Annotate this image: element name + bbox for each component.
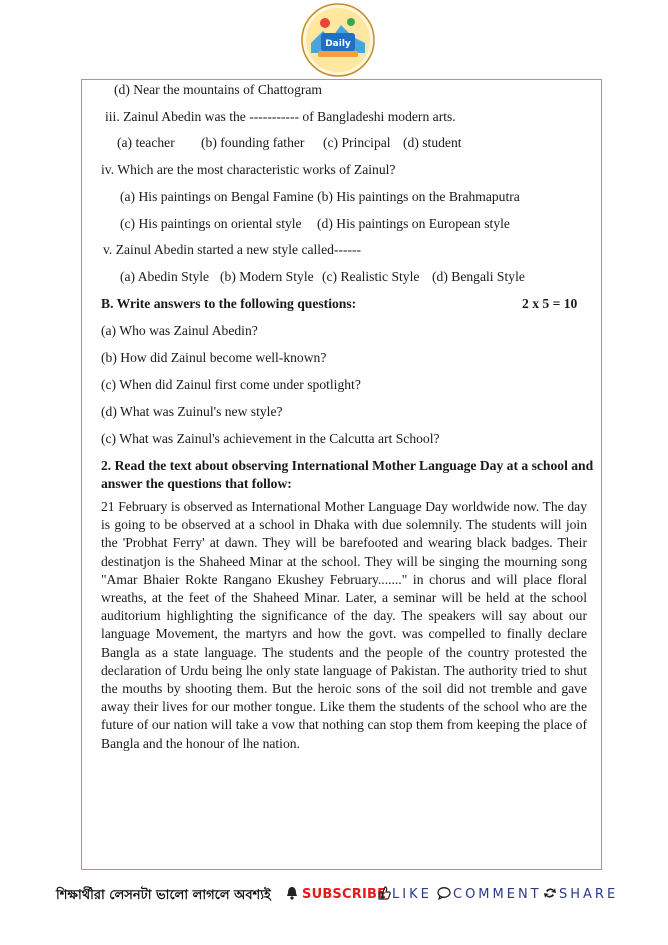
q3-stem: iii. Zainul Abedin was the ----------- of Bangladeshi modern arts. bbox=[105, 109, 456, 124]
q4-option-c: (c) His paintings on oriental style bbox=[120, 216, 302, 231]
q4-options-row1: (a) His paintings on Bengal Famine (b) His paintings on the Brahmaputra bbox=[120, 189, 520, 204]
section-b-marks: 2 x 5 = 10 bbox=[522, 296, 578, 311]
comment-link[interactable]: COMMENT bbox=[453, 887, 542, 902]
subscribe-link[interactable]: SUBSCRIBE bbox=[302, 887, 387, 902]
logo-text: Daily bbox=[325, 39, 351, 49]
q5-option-c: (c) Realistic Style bbox=[322, 269, 420, 284]
bell-icon bbox=[284, 885, 300, 901]
section-b-title: B. Write answers to the following questions: bbox=[101, 296, 357, 311]
q3-option-b: (b) founding father bbox=[201, 135, 305, 150]
question2-heading-line2: answer the questions that follow: bbox=[101, 476, 292, 491]
q5-option-a: (a) Abedin Style bbox=[120, 269, 210, 284]
footer-bar bbox=[0, 882, 668, 908]
question2-heading-line1: 2. Read the text about observing International Mother Language Day at a school and bbox=[101, 458, 594, 473]
section-b-item-c: (c) When did Zainul first come under spotlight? bbox=[101, 377, 361, 392]
footer-bengali-text: শিক্ষার্থীরা লেসনটা ভালো লাগলে অবশ্যই bbox=[56, 888, 271, 903]
q3-option-a: (a) teacher bbox=[117, 135, 175, 150]
q5-option-d: (d) Bengali Style bbox=[432, 269, 525, 284]
question2-passage: 21 February is observed as International Mother Language Day worldwide now. The day is going to be observed at a school in Dhaka with due solemnily. The students will join the 'Probhat Ferry' at dawn. They will be barefooted and wearing black badges. Their destinatjon is the Shaheed Minar at the school. They will be singing the mourning song "Amar Bhaier Rokte Rangano Ekushey February......." in chorus and will place floral wreaths, at the feet of the Shaheed Minar. Later, a seminar will be held at the school auditorium highlighting the significance of the day. The speakers will say about our language Movement, the martyrs and how the govt. was compelled to finally declare Bangla as a state language. The students and the people of the country protested the declaration of Urdu being lhe only state language of Pakistan. The authority tried to shut the mouths by shooting them. But the heroic sons of the soil did not tremble and gave away their lives for our mother tongue. Like them the students of the school who are the future of our nation will take a vow that nothing can stop them from keeping the place of Bangla and the honour of lhe nation. bbox=[101, 499, 587, 751]
section-b-item-d: (d) What was Zuinul's new style? bbox=[101, 404, 283, 419]
q4-option-d: (d) His paintings on European style bbox=[317, 216, 510, 231]
q3-option-d: (d) student bbox=[403, 135, 462, 150]
thumbs-up-icon bbox=[376, 885, 392, 901]
q4-stem: iv. Which are the most characteristic works of Zainul? bbox=[101, 162, 396, 177]
q2-option-d: (d) Near the mountains of Chattogram bbox=[114, 82, 323, 97]
q5-option-b: (b) Modern Style bbox=[220, 269, 314, 284]
daily-logo-icon bbox=[301, 3, 375, 77]
section-b-item-a: (a) Who was Zainul Abedin? bbox=[101, 323, 258, 338]
section-b-item-b: (b) How did Zainul become well-known? bbox=[101, 350, 327, 365]
share-link[interactable]: SHARE bbox=[559, 887, 619, 902]
comment-icon bbox=[436, 885, 452, 901]
section-b-item-e: (c) What was Zainul's achievement in the Calcutta art School? bbox=[101, 431, 440, 446]
like-link[interactable]: LIKE bbox=[392, 887, 432, 902]
q3-option-c: (c) Principal bbox=[323, 135, 391, 150]
q5-stem: v. Zainul Abedin started a new style called------ bbox=[103, 242, 362, 257]
share-icon bbox=[542, 885, 558, 901]
